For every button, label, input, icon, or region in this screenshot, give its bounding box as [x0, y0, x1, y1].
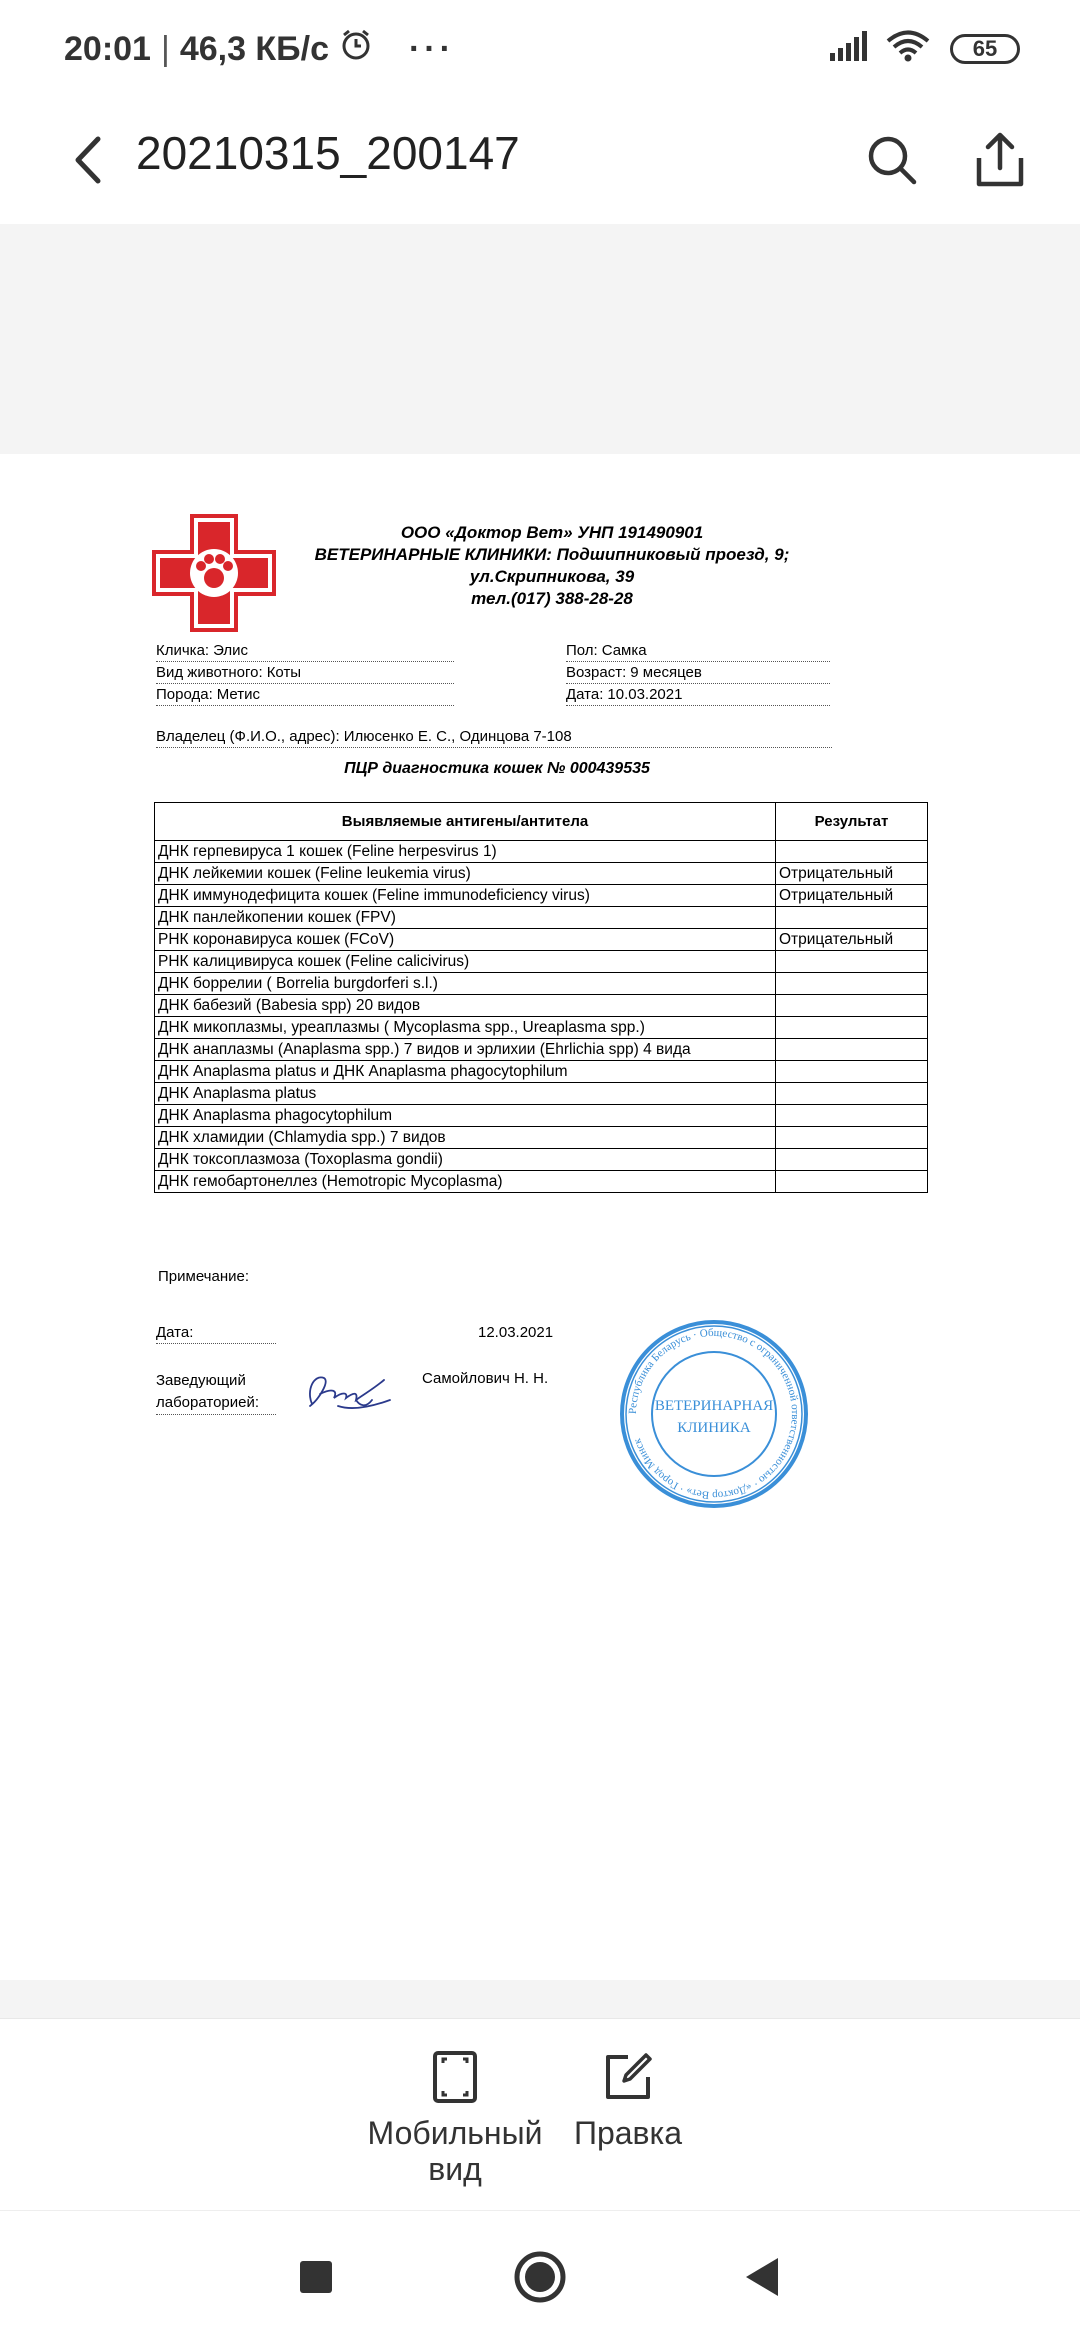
wifi-icon — [886, 30, 930, 67]
antigen-cell: ДНК токсоплазмоза (Toxoplasma gondii) — [155, 1149, 776, 1171]
mobile-view-label-line1: Мобильный — [367, 2115, 543, 2151]
field-value: 9 месяцев — [630, 664, 702, 681]
stamp-ring-text: Республика Беларусь · Общество с ограниченной ответственностью · «Доктор Вет» · Город Минск — [626, 1326, 802, 1502]
result-cell — [776, 907, 928, 929]
status-bar — [0, 0, 1080, 96]
result-cell — [776, 1149, 928, 1171]
battery-icon: 65 — [950, 34, 1020, 64]
table-row — [155, 1105, 928, 1127]
home-circle-icon — [513, 2250, 567, 2304]
field-date — [566, 686, 830, 706]
document-header — [152, 514, 932, 634]
antigen-cell: ДНК анаплазмы (Anaplasma spp.) 7 видов и эрлихии (Ehrlichia spp) 4 вида — [155, 1039, 776, 1061]
result-cell — [776, 1039, 928, 1061]
field-pet-name — [156, 642, 454, 662]
field-value: Самка — [601, 642, 647, 659]
table-row — [155, 1017, 928, 1039]
table-header-row — [155, 803, 928, 841]
status-right — [830, 30, 1020, 67]
stamp-center-line2: КЛИНИКА — [677, 1420, 751, 1436]
edit-button[interactable] — [568, 2049, 688, 2151]
antigen-cell: ДНК Anaplasma phagocytophilum — [155, 1105, 776, 1127]
viewer-background-top — [0, 224, 1080, 454]
search-button[interactable] — [850, 118, 934, 202]
table-row — [155, 841, 928, 863]
clinic-name-line: ООО «Доктор Вет» УНП 191490901 — [400, 523, 704, 542]
table-row — [155, 1171, 928, 1193]
table-row — [155, 907, 928, 929]
recent-apps-button[interactable] — [284, 2245, 348, 2309]
table-row — [155, 863, 928, 885]
antigen-cell: ДНК иммунодефицита кошек (Feline immunodeficiency virus) — [155, 885, 776, 907]
lab-head-label — [156, 1370, 276, 1415]
result-cell: Отрицательный — [776, 863, 928, 885]
result-cell — [776, 841, 928, 863]
antigen-cell: РНК коронавируса кошек (FCoV) — [155, 929, 776, 951]
signature-date-label: Дата: — [156, 1324, 276, 1344]
antigen-cell: РНК калицивируса кошек (Feline calicivirus) — [155, 951, 776, 973]
status-time: 20:01 — [64, 30, 151, 68]
field-value: Метис — [216, 686, 261, 703]
field-label: Порода: — [156, 686, 213, 703]
clinic-address-line-2: ул.Скрипникова, 39 — [469, 567, 635, 586]
document-page[interactable] — [0, 454, 1080, 1980]
field-label: Кличка: — [156, 642, 210, 659]
field-label: Возраст: — [566, 664, 627, 681]
result-cell — [776, 995, 928, 1017]
edit-label: Правка — [573, 2115, 683, 2151]
column-header-antigen: Выявляемые антигены/антитела — [155, 803, 776, 841]
bottom-toolbar — [0, 2018, 1080, 2210]
result-cell — [776, 951, 928, 973]
lab-head-name: Самойлович Н. Н. — [422, 1370, 549, 1387]
field-value: Коты — [266, 664, 302, 681]
table-row — [155, 1149, 928, 1171]
mobile-view-icon — [427, 2049, 483, 2105]
triangle-back-icon — [742, 2255, 782, 2299]
viewer-background-bottom — [0, 1980, 1080, 2018]
file-title: 20210315_200147 — [136, 127, 520, 179]
result-cell — [776, 973, 928, 995]
column-header-result: Результат — [776, 803, 928, 841]
status-left — [64, 28, 455, 71]
table-row — [155, 951, 928, 973]
square-icon — [299, 2260, 333, 2294]
mobile-view-button[interactable] — [360, 2049, 550, 2187]
table-row — [155, 885, 928, 907]
field-value: Элис — [213, 642, 249, 659]
antigen-cell: ДНК Anaplasma platus и ДНК Anaplasma phagocytophilum — [155, 1061, 776, 1083]
stamp-center-line1: ВЕТЕРИНАРНАЯ — [654, 1398, 774, 1414]
result-cell — [776, 1171, 928, 1193]
results-table — [154, 802, 928, 1193]
home-button[interactable] — [508, 2245, 572, 2309]
table-row — [155, 1039, 928, 1061]
clinic-stamp — [616, 1316, 812, 1512]
status-speed: 46,3 КБ/с — [179, 30, 329, 68]
back-arrow-icon — [68, 135, 108, 185]
lab-head-label-line2: лабораторией: — [156, 1394, 260, 1411]
antigen-cell: ДНК Anaplasma platus — [155, 1083, 776, 1105]
signature-date-value: 12.03.2021 — [478, 1324, 554, 1341]
table-row — [155, 929, 928, 951]
field-label: Дата: — [566, 686, 604, 703]
antigen-cell: ДНК лейкемии кошек (Feline leukemia virus) — [155, 863, 776, 885]
app-header — [0, 96, 1080, 224]
table-row — [155, 973, 928, 995]
test-title: ПЦР диагностика кошек № 000439535 — [344, 760, 650, 777]
signal-icon — [830, 31, 870, 66]
search-icon — [866, 134, 918, 186]
share-button[interactable] — [958, 118, 1042, 202]
alarm-icon — [339, 28, 373, 71]
table-row — [155, 1061, 928, 1083]
field-age — [566, 664, 830, 684]
antigen-cell: ДНК боррелии ( Borrelia burgdorferi s.l.) — [155, 973, 776, 995]
clinic-info — [292, 522, 812, 610]
field-species — [156, 664, 454, 684]
result-cell — [776, 1105, 928, 1127]
field-owner — [156, 728, 832, 748]
result-cell — [776, 1083, 928, 1105]
field-breed — [156, 686, 454, 706]
back-button[interactable] — [48, 120, 128, 200]
red-cross-paw-logo — [152, 514, 276, 632]
clinic-address-line: ВЕТЕРИНАРНЫЕ КЛИНИКИ: Подшипниковый проезд, 9; — [314, 545, 790, 564]
navigation-bar — [0, 2210, 1080, 2340]
antigen-cell: ДНК микоплазмы, уреаплазмы ( Mycoplasma spp., Ureaplasma spp.) — [155, 1017, 776, 1039]
more-notifications-icon: ··· — [408, 30, 455, 68]
antigen-cell: ДНК герпевируса 1 кошек (Feline herpesvirus 1) — [155, 841, 776, 863]
result-cell: Отрицательный — [776, 929, 928, 951]
result-cell — [776, 1017, 928, 1039]
mobile-view-label-line2: вид — [428, 2151, 482, 2187]
field-label: Владелец (Ф.И.О., адрес): — [156, 728, 340, 745]
result-cell: Отрицательный — [776, 885, 928, 907]
antigen-cell: ДНК бабезий (Babesia spp) 20 видов — [155, 995, 776, 1017]
note-label: Примечание: — [158, 1268, 249, 1285]
field-sex — [566, 642, 830, 662]
field-value: Илюсенко Е. С., Одинцова 7-108 — [343, 728, 572, 745]
field-label: Пол: — [566, 642, 598, 659]
system-back-button[interactable] — [730, 2245, 794, 2309]
share-icon — [975, 132, 1025, 188]
antigen-cell: ДНК панлейкопении кошек (FPV) — [155, 907, 776, 929]
field-label: Вид животного: — [156, 664, 263, 681]
antigen-cell: ДНК хламидии (Chlamydia spp.) 7 видов — [155, 1127, 776, 1149]
result-cell — [776, 1127, 928, 1149]
field-value: 10.03.2021 — [607, 686, 683, 703]
table-row — [155, 1083, 928, 1105]
result-cell — [776, 1061, 928, 1083]
signature-image — [298, 1360, 398, 1420]
table-row — [155, 1127, 928, 1149]
table-row — [155, 995, 928, 1017]
status-separator: | — [160, 30, 170, 68]
lab-head-label-line1: Заведующий — [156, 1372, 246, 1389]
clinic-phone-line: тел.(017) 388-28-28 — [471, 589, 633, 608]
antigen-cell: ДНК гемобартонеллез (Hemotropic Mycoplasma) — [155, 1171, 776, 1193]
edit-icon — [600, 2049, 656, 2105]
